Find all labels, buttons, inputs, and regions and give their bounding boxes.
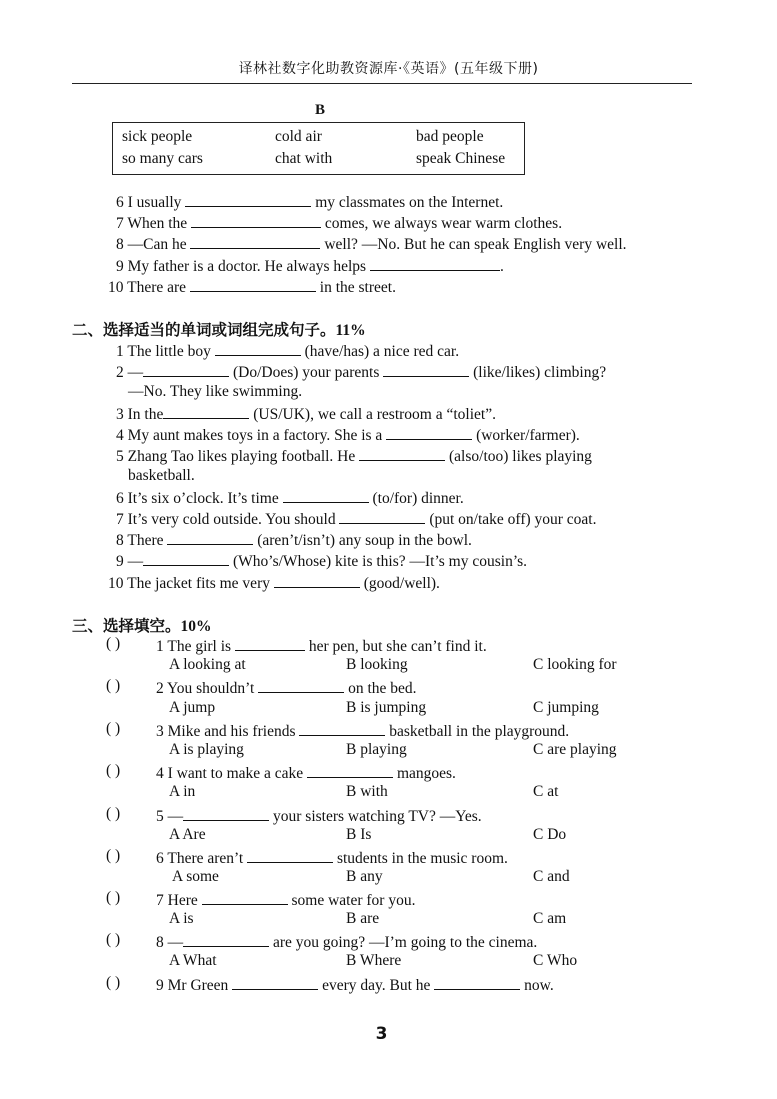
option-a: A What: [169, 952, 217, 969]
answer-blank: [258, 677, 344, 693]
question-text: 8 —: [156, 934, 184, 951]
question-text: 5 —: [156, 808, 184, 825]
question-text: 6 I usually: [116, 194, 186, 211]
question-text: 8 —Can he: [116, 236, 191, 253]
question-2-3: [116, 403, 496, 425]
option-a: A jump: [169, 699, 216, 716]
option-b: B are: [346, 910, 380, 927]
question-text: some water for you.: [287, 892, 416, 909]
question-text: 9 My father is a doctor. He always helps: [116, 258, 370, 275]
question-text: (to/for) dinner.: [368, 490, 464, 507]
question-text: (Who’s/Whose) kite is this? —It’s my cousin’s.: [229, 553, 528, 570]
question-text: (good/well).: [359, 575, 440, 592]
option-a: A some: [172, 868, 219, 885]
word-box: [112, 122, 525, 175]
question-3-2: [156, 677, 417, 699]
answer-bracket[interactable]: ( ): [106, 635, 121, 652]
answer-bracket[interactable]: ( ): [106, 931, 121, 948]
question-text: 10 The jacket fits me very: [108, 575, 274, 592]
answer-blank: [183, 931, 269, 947]
question-text: well? —No. But he can speak English very well.: [320, 236, 627, 253]
question-2-8: [116, 529, 472, 551]
question-text: mangoes.: [393, 765, 456, 782]
question-b6: [116, 191, 503, 213]
question-text: in the street.: [315, 279, 396, 296]
option-a: A is: [169, 910, 194, 927]
question-3-3: [156, 720, 569, 742]
option-b: B Is: [346, 826, 372, 843]
question-text: (like/likes) climbing?: [469, 364, 607, 381]
answer-bracket[interactable]: ( ): [106, 805, 121, 822]
question-text: 3 Mike and his friends: [156, 723, 300, 740]
question-text: 9 —: [116, 553, 144, 570]
question-b10: [108, 276, 396, 298]
option-a: A looking at: [169, 656, 246, 673]
option-a: A Are: [169, 826, 206, 843]
question-text: 1 The little boy: [116, 343, 215, 360]
section-title-text: 三、选择填空。: [72, 617, 181, 635]
section-2-title: [72, 318, 366, 340]
option-c: C are playing: [533, 741, 617, 758]
answer-blank[interactable]: [386, 424, 472, 440]
answer-blank: [247, 847, 333, 863]
question-text: on the bed.: [344, 680, 417, 697]
answer-blank: [235, 635, 305, 651]
answer-blank[interactable]: [163, 403, 249, 419]
question-2-9: [116, 550, 527, 572]
word-option: cold air: [275, 128, 322, 145]
answer-blank[interactable]: [283, 487, 369, 503]
answer-bracket[interactable]: ( ): [106, 974, 121, 991]
answer-blank[interactable]: [167, 529, 253, 545]
answer-blank[interactable]: [190, 233, 320, 249]
question-2-1: [116, 340, 459, 362]
question-text: 7 When the: [116, 215, 192, 232]
section-score: 11%: [335, 322, 366, 339]
answer-blank[interactable]: [383, 361, 469, 377]
answer-bracket[interactable]: ( ): [106, 677, 121, 694]
answer-blank[interactable]: [143, 550, 229, 566]
answer-blank[interactable]: [370, 255, 500, 271]
question-3-5: [156, 805, 482, 827]
option-a: A is playing: [169, 741, 244, 758]
question-2-2: [116, 361, 606, 383]
question-text: your sisters watching TV? —Yes.: [269, 808, 482, 825]
question-text: (put on/take off) your coat.: [425, 511, 597, 528]
answer-blank: [299, 720, 385, 736]
option-b: B is jumping: [346, 699, 427, 716]
question-2-6: [116, 487, 464, 509]
answer-blank: [232, 974, 318, 990]
option-c: C am: [533, 910, 567, 927]
question-2-10: [108, 572, 440, 594]
question-text: now.: [520, 977, 554, 994]
answer-blank[interactable]: [215, 340, 301, 356]
question-2-5-cont: basketball.: [128, 467, 195, 484]
section-3-title: [72, 614, 212, 636]
question-text: .: [499, 258, 504, 275]
answer-blank: [434, 974, 520, 990]
question-3-4: [156, 762, 456, 784]
question-2-2-answer: —No. They like swimming.: [128, 383, 303, 400]
answer-blank[interactable]: [359, 445, 445, 461]
answer-bracket[interactable]: ( ): [106, 720, 121, 737]
page-header: 译林社数字化助教资源库·《英语》(五年级下册): [238, 61, 539, 77]
question-text: 1 The girl is: [156, 638, 235, 655]
question-text: 5 Zhang Tao likes playing football. He: [116, 448, 360, 465]
answer-blank: [183, 805, 269, 821]
word-option: chat with: [275, 150, 333, 167]
question-text: 7 It’s very cold outside. You should: [116, 511, 340, 528]
option-a: A in: [169, 783, 196, 800]
question-text: (also/too) likes playing: [445, 448, 592, 465]
page-number: 3: [375, 1024, 388, 1044]
answer-blank[interactable]: [190, 276, 316, 292]
question-text: students in the music room.: [333, 850, 508, 867]
option-c: C and: [533, 868, 570, 885]
option-b: B with: [346, 783, 388, 800]
question-text: 2 You shouldn’t: [156, 680, 259, 697]
answer-bracket[interactable]: ( ): [106, 847, 121, 864]
question-text: 8 There: [116, 532, 168, 549]
question-text: 2 —: [116, 364, 144, 381]
question-b7: [116, 212, 562, 234]
question-3-7: [156, 889, 415, 911]
answer-blank[interactable]: [274, 572, 360, 588]
question-text: basketball in the playground.: [385, 723, 570, 740]
question-text: 7 Here: [156, 892, 202, 909]
word-option: so many cars: [122, 150, 203, 167]
section-title-text: 二、选择适当的单词或词组完成句子。: [72, 321, 336, 339]
option-b: B playing: [346, 741, 407, 758]
word-box-title: B: [314, 102, 325, 118]
option-c: C looking for: [533, 656, 617, 673]
question-text: (Do/Does) your parents: [229, 364, 384, 381]
question-3-8: [156, 931, 537, 953]
answer-blank[interactable]: [339, 508, 425, 524]
question-2-7: [116, 508, 597, 530]
answer-bracket[interactable]: ( ): [106, 889, 121, 906]
question-text: (have/has) a nice red car.: [300, 343, 460, 360]
question-text: 10 There are: [108, 279, 190, 296]
answer-blank: [202, 889, 288, 905]
question-text: 6 It’s six o’clock. It’s time: [116, 490, 283, 507]
question-text: my classmates on the Internet.: [311, 194, 504, 211]
answer-blank[interactable]: [185, 191, 311, 207]
question-text: 6 There aren’t: [156, 850, 248, 867]
word-option: bad people: [416, 128, 484, 145]
question-2-5: [116, 445, 592, 467]
question-text: 4 My aunt makes toys in a factory. She is a: [116, 427, 387, 444]
question-3-6: [156, 847, 508, 869]
answer-blank[interactable]: [143, 361, 229, 377]
question-b8: [116, 233, 627, 255]
question-b9: [116, 255, 504, 277]
option-b: B looking: [346, 656, 408, 673]
option-c: C at: [533, 783, 559, 800]
word-option: sick people: [122, 128, 193, 145]
question-text: 3 In the: [116, 406, 164, 423]
question-text: are you going? —I’m going to the cinema.: [269, 934, 538, 951]
answer-blank: [307, 762, 393, 778]
word-option: speak Chinese: [416, 150, 506, 167]
question-text: comes, we always wear warm clothes.: [321, 215, 563, 232]
answer-blank[interactable]: [191, 212, 321, 228]
question-text: (US/UK), we call a restroom a “toliet”.: [249, 406, 496, 423]
option-c: C jumping: [533, 699, 599, 716]
question-text: 9 Mr Green: [156, 977, 233, 994]
header-divider: [72, 83, 692, 84]
question-3-1: [156, 635, 487, 657]
question-3-9: [156, 974, 554, 996]
option-c: C Do: [533, 826, 567, 843]
answer-bracket[interactable]: ( ): [106, 762, 121, 779]
option-b: B Where: [346, 952, 402, 969]
question-text: every day. But he: [318, 977, 435, 994]
question-text: her pen, but she can’t find it.: [304, 638, 487, 655]
question-2-4: [116, 424, 580, 446]
question-text: (worker/farmer).: [472, 427, 580, 444]
option-b: B any: [346, 868, 383, 885]
question-text: 4 I want to make a cake: [156, 765, 308, 782]
section-score: 10%: [180, 618, 212, 635]
question-text: (aren’t/isn’t) any soup in the bowl.: [253, 532, 472, 549]
option-c: C Who: [533, 952, 578, 969]
